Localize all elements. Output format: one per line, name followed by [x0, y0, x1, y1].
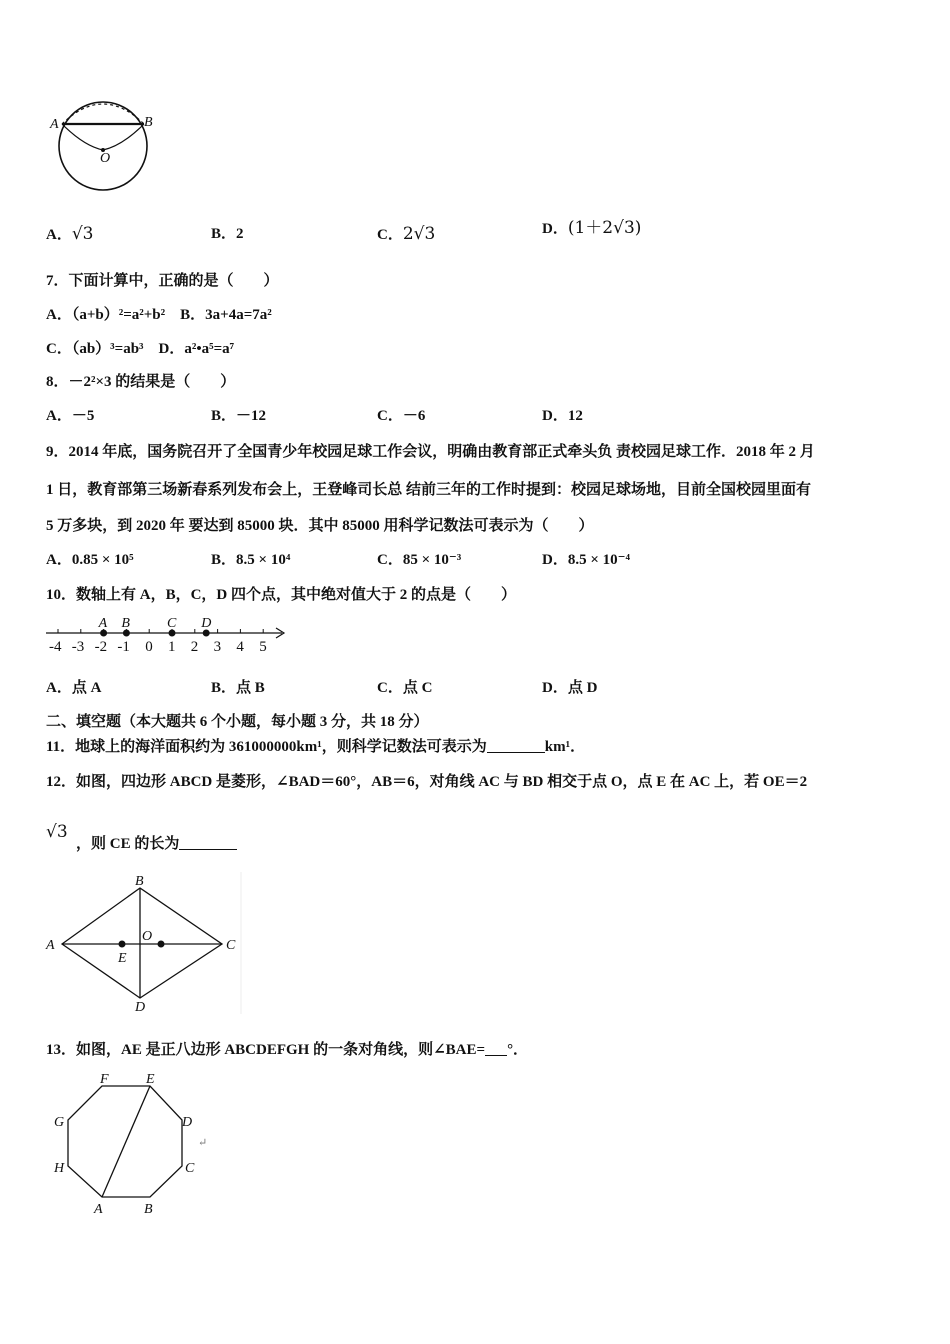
- label-h: H: [54, 1161, 65, 1176]
- number-line-point-label: B: [121, 616, 130, 631]
- number-line-tick-label: 1: [168, 639, 176, 655]
- q10-option-d[interactable]: D．点 D: [542, 680, 598, 696]
- q13-answer-blank[interactable]: [485, 1041, 507, 1056]
- q8-option-b[interactable]: B．－12: [211, 408, 267, 424]
- q9-option-d[interactable]: D．8.5 × 10⁻⁴: [542, 552, 631, 568]
- q8-option-c[interactable]: C．－6: [377, 408, 426, 424]
- label-f: F: [100, 1072, 109, 1087]
- q6-option-b[interactable]: B．2: [211, 226, 244, 242]
- q9-option-c[interactable]: C．85 × 10⁻³: [377, 552, 462, 568]
- octagon-abcdefgh: [68, 1086, 182, 1197]
- q8-option-a[interactable]: A．－5: [46, 408, 95, 424]
- label-a: A: [50, 117, 59, 132]
- q9-option-a[interactable]: A．0.85 × 10⁵: [46, 552, 134, 568]
- number-line-point-label: A: [98, 616, 108, 631]
- q9-stem-line1: 9．2014 年底，国务院召开了全国青少年校园足球工作会议，明确由教育部正式牵头负 责校园足球工作．2018 年 2 月: [46, 444, 815, 460]
- number-line-tick-label: -4: [49, 639, 62, 655]
- label-o: O: [142, 929, 153, 944]
- section-title: 二、填空题（本大题共 6 个小题，每小题 3 分，共 18 分）: [46, 714, 429, 730]
- q10-option-a[interactable]: A．点 A: [46, 680, 102, 696]
- q6-circle-figure: [46, 98, 166, 198]
- q10-option-b[interactable]: B．点 B: [211, 680, 265, 696]
- q6-option-c[interactable]: C．2√3: [377, 224, 436, 244]
- q12-stem-line1: 12．如图，四边形 ABCD 是菱形，∠BAD＝60°，AB＝6，对角线 AC 与 BD 相交于点 O，点 E 在 AC 上，若 OE＝2: [46, 774, 808, 790]
- label-d: D: [182, 1115, 193, 1130]
- label-b: B: [135, 874, 144, 889]
- q10-stem: 10．数轴上有 A，B，C，D 四个点，其中绝对值大于 2 的点是（ ）: [46, 587, 517, 603]
- q7-options-line1[interactable]: A．（a+b）²=a²+b² B．3a+4a=7a²: [46, 307, 272, 323]
- q12-sqrt: √3: [46, 822, 68, 842]
- number-line-tick-label: 0: [145, 639, 153, 655]
- number-line-tick-label: 5: [259, 639, 267, 655]
- point-e: [119, 941, 126, 948]
- number-line-point-label: D: [201, 616, 212, 631]
- q11-stem: 11．地球上的海洋面积约为 361000000km¹，则科学记数法可表示为 km¹．: [46, 739, 586, 755]
- label-a: A: [94, 1202, 103, 1216]
- label-c: C: [185, 1161, 195, 1176]
- label-a: A: [46, 938, 55, 953]
- q10-option-c[interactable]: C．点 C: [377, 680, 433, 696]
- label-o: O: [100, 151, 111, 166]
- number-line-tick-label: 2: [190, 639, 199, 655]
- label-b: B: [144, 115, 153, 130]
- q6-option-d[interactable]: D．(1＋2√3): [542, 218, 642, 238]
- q7-stem: 7．下面计算中，正确的是（ ）: [46, 273, 279, 289]
- q12-rhombus-figure: [44, 872, 244, 1014]
- label-c: C: [226, 938, 236, 953]
- number-line-tick-label: -1: [117, 639, 130, 655]
- q12-stem-line2: ，则 CE 的长为: [76, 834, 237, 854]
- q12-answer-blank[interactable]: [179, 835, 237, 850]
- diagonal-ae: [102, 1086, 150, 1197]
- q13-octagon-figure: [48, 1066, 218, 1216]
- number-line-tick-label: 3: [213, 639, 222, 655]
- number-line-point-label: C: [167, 616, 177, 631]
- return-mark: ↵: [198, 1137, 208, 1149]
- q9-stem-line2: 1 日，教育部第三场新春系列发布会上，王登峰司长总 结前三年的工作时提到：校园足球场地，目前全国校园里面有: [46, 482, 812, 498]
- q9-option-b[interactable]: B．8.5 × 10⁴: [211, 552, 291, 568]
- number-line-tick-label: -3: [71, 639, 85, 655]
- number-line-tick-label: -2: [94, 639, 108, 655]
- label-d: D: [135, 1000, 146, 1014]
- q10-number-line: [44, 612, 288, 658]
- q6-option-a[interactable]: A．√3: [46, 224, 94, 244]
- label-g: G: [54, 1115, 65, 1130]
- dashed-arc: [62, 104, 144, 124]
- label-b: B: [144, 1202, 153, 1216]
- q8-option-d[interactable]: D．12: [542, 408, 583, 424]
- label-e: E: [146, 1072, 155, 1087]
- q8-stem: 8．－2²×3 的结果是（ ）: [46, 374, 236, 390]
- q11-answer-blank[interactable]: [487, 738, 545, 753]
- label-e: E: [118, 951, 127, 966]
- number-line-tick-label: 4: [236, 639, 244, 655]
- q13-stem: 13．如图，AE 是正八边形 ABCDEFGH 的一条对角线，则∠BAE= °．: [46, 1042, 529, 1058]
- point-dot: [158, 941, 165, 948]
- q9-stem-line3: 5 万多块，到 2020 年 要达到 85000 块．其中 85000 用科学记数法可表示为（ ）: [46, 518, 594, 534]
- q7-options-line2[interactable]: C．（ab）³=ab³ D．a²•a⁵=a⁷: [46, 341, 235, 357]
- folded-arc: [62, 124, 144, 150]
